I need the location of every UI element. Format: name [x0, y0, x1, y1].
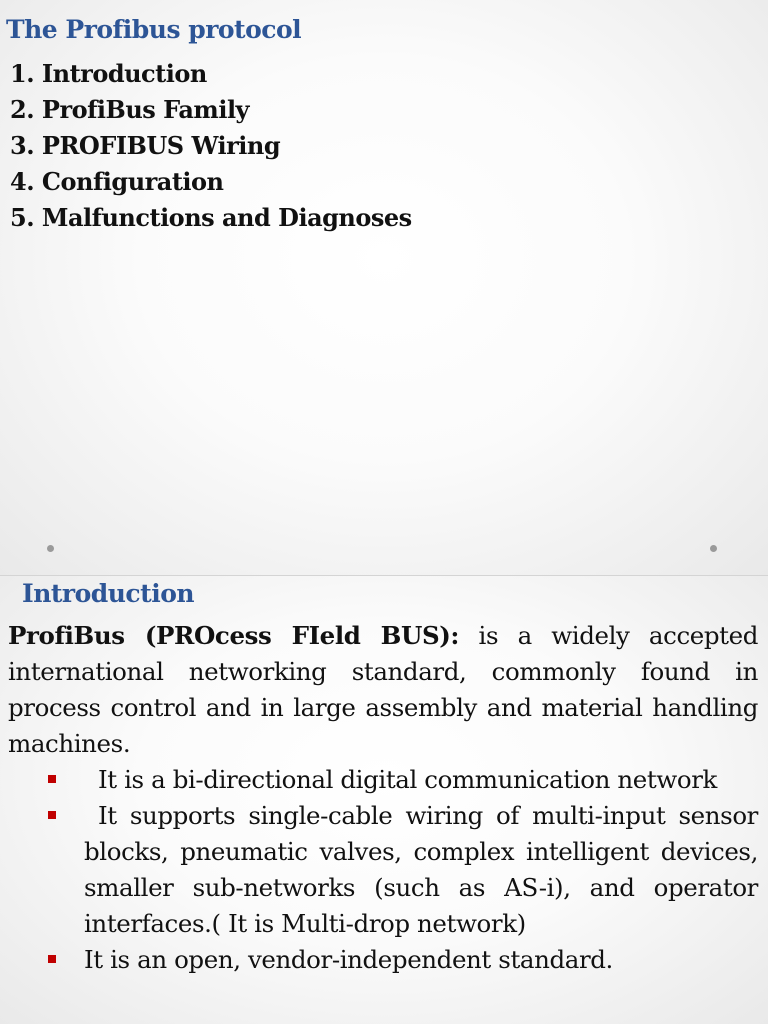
slide-title: Introduction: [22, 579, 195, 608]
toc-item-malfunctions: 5. Malfunctions and Diagnoses: [10, 203, 412, 232]
slide-dot-decoration: [710, 545, 717, 552]
toc-item-configuration: 4. Configuration: [10, 167, 224, 196]
bullet-list: [0, 762, 758, 978]
bullet-item: [0, 798, 758, 942]
toc-item-profibus-family: 2. ProfiBus Family: [10, 95, 250, 124]
bullet-item: [0, 762, 758, 798]
slide-introduction: [0, 576, 768, 1024]
table-of-contents: [10, 56, 412, 236]
toc-item-profibus-wiring: 3. PROFIBUS Wiring: [10, 131, 281, 160]
intro-paragraph: [8, 618, 758, 762]
slide-title: The Profibus protocol: [6, 15, 302, 44]
bullet-text: It supports single-cable wiring of multi-input sensor blocks, pneumatic valves, complex intelligent devices, smaller sub-networks (such as AS-i), and operator interfaces.( It is Multi-drop network): [84, 801, 758, 938]
intro-term: ProfiBus (PROcess FIeld BUS):: [8, 621, 460, 650]
toc-item-introduction: 1. Introduction: [10, 59, 207, 88]
square-bullet-icon: [48, 811, 56, 819]
bullet-item: [0, 942, 758, 978]
slide-dot-decoration: [47, 545, 54, 552]
bullet-text: It is a bi-directional digital communication network: [98, 765, 717, 794]
square-bullet-icon: [48, 775, 56, 783]
bullet-text: It is an open, vendor-independent standard.: [84, 945, 613, 974]
square-bullet-icon: [48, 955, 56, 963]
intro-text: is a widely accepted international networking standard, commonly found in process control and in large assembly and material handling machines.: [8, 621, 758, 758]
